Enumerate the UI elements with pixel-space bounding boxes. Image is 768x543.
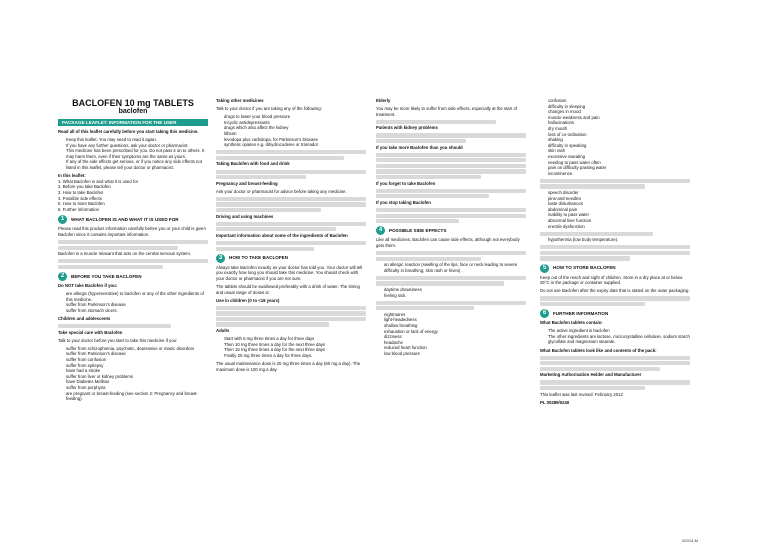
list-item: • nightmares <box>384 312 526 318</box>
bullet-list <box>376 262 526 273</box>
bullet-list <box>376 312 526 357</box>
text-line <box>376 281 504 285</box>
list-item: • suffer from Parkinson's disease <box>66 351 208 357</box>
list-item: • suffer from stomach ulcers. <box>66 308 208 314</box>
list-item: • synthetic opiates e.g. dihydrocodeine or tramadol. <box>224 142 366 148</box>
intro-lead: Read all of this leaflet carefully before you start taking this medicine. <box>58 129 199 134</box>
paragraph: Do not use Baclofen after the expiry date that is stated on the outer packaging. <box>540 288 690 294</box>
text-line <box>216 247 314 251</box>
list-item: • pins-and-needles <box>548 196 690 202</box>
text-line <box>376 120 496 124</box>
text-line <box>540 361 690 365</box>
list-item: • are pregnant or breast-feeding (see section 2: Pregnancy and breast-feeding). <box>66 391 208 402</box>
section-number-badge: 1 <box>58 215 67 224</box>
section-title: FURTHER INFORMATION <box>553 310 609 316</box>
list-item: • suffer from schizophrenia, psychotic, depressive or manic disorders <box>66 346 208 352</box>
list-item: • have Diabetes Mellitus <box>66 379 208 385</box>
list-item: • suffer from liver or kidney problems <box>66 374 208 380</box>
list-item: • inability to pass water <box>548 212 690 218</box>
bullet-list <box>540 237 690 243</box>
list-item: • shallow breathing <box>384 323 526 329</box>
list-item: • hallucinations <box>548 120 690 126</box>
list-item: • suffer from porphyria <box>66 385 208 391</box>
list-item: • daytime drowsiness <box>384 287 526 293</box>
toc-item: 3. How to take Baclofen <box>58 189 104 195</box>
subheading: Patients with kidney problems <box>376 125 438 131</box>
text-line <box>216 227 336 231</box>
list-item: • speech disorder <box>548 190 690 196</box>
leaflet-subtitle: baclofen <box>118 108 148 115</box>
list-item: • difficulty in speaking <box>548 143 690 149</box>
text-line <box>540 302 645 306</box>
bullet-list <box>376 287 526 298</box>
section-title: WHAT BACLOFEN IS AND WHAT IT IS USED FOR <box>71 217 179 223</box>
list-item: • levodopa plus carbidopa, for Parkinson's Disease <box>224 137 366 143</box>
text-line <box>540 367 660 371</box>
text-line <box>216 150 366 154</box>
text-line <box>58 265 163 269</box>
paragraph: Like all medicines, Baclofen can cause side effects, although not everybody gets them. <box>376 237 520 248</box>
text-line <box>540 232 653 236</box>
paragraph: Always take Baclofen exactly as your doctor has told you. Your doctor will tell you exactly how long you should take this medicine. You should check with your doctor or pharmacist if you are not sure. <box>216 264 363 281</box>
text-line <box>216 317 366 321</box>
leaflet-banner: PACKAGE LEAFLET: INFORMATION FOR THE USER <box>58 119 208 126</box>
section-2-heading <box>58 272 208 281</box>
paragraph: Please read this product information carefully before you or your child is given Baclofen since it contains important information. <box>58 226 206 237</box>
list-item: • drugs to lower your blood pressure <box>224 114 366 120</box>
intro-bullet: • If you have any further questions, ask your doctor or pharmacist. <box>66 143 208 149</box>
list-item: • difficulty in sleeping <box>548 104 690 110</box>
list-item: • Then 15 mg three times a day for the next three days <box>224 347 366 353</box>
list-item: • Then 10 mg three times a day for the next three days <box>224 342 366 348</box>
list-item: • dry mouth <box>548 126 690 132</box>
text-line <box>540 245 690 249</box>
list-item: • abnormal liver function <box>548 218 690 224</box>
subheading: Taking Baclofen with food and drink <box>216 161 290 167</box>
text-line <box>376 301 526 305</box>
text-line <box>58 259 208 263</box>
text-line <box>540 380 690 384</box>
list-item: • are allergic (hypersensitive) to baclofen or any of the other ingredients of this medicine. <box>66 291 208 302</box>
text-line <box>540 184 645 188</box>
text-line <box>540 296 690 300</box>
text-line <box>216 202 366 206</box>
list-item: • drugs which also affect the kidney <box>224 125 366 131</box>
leaflet-column-4 <box>540 98 690 538</box>
text-line <box>376 169 526 173</box>
section-number-badge: 2 <box>58 272 67 281</box>
text-line <box>216 306 366 310</box>
list-item: • skin rash <box>548 148 690 154</box>
list-item: • an allergic reaction (swelling of the lips, face or neck leading to severe difficulty in breathing; skin rash or hives). <box>384 262 526 273</box>
text-line <box>216 175 306 179</box>
list-item: • hypothermia (low body temperature). <box>548 237 690 243</box>
subheading: Taking other medicines <box>216 98 264 103</box>
paragraph: Talk to your doctor before you start to take this medicine if you: <box>58 337 178 343</box>
text-line <box>376 194 489 198</box>
bullet-list <box>58 291 208 313</box>
section-4-heading <box>376 226 526 235</box>
list-item: • light-headedness <box>384 317 526 323</box>
text-line <box>376 153 526 157</box>
leaflet-column-1 <box>58 98 208 538</box>
text-line <box>540 179 690 183</box>
text-line <box>376 189 526 193</box>
text-line <box>216 170 366 174</box>
revision-date: This leaflet was last revised: February 2012 <box>540 391 623 397</box>
list-item: • Start with 5 mg three times a day for three days <box>224 336 366 342</box>
subheading: Take special care with Baclofen <box>58 329 123 335</box>
text-line <box>376 257 481 261</box>
list-item: • Finally 20 mg three times a day for three days. <box>224 353 366 359</box>
text-line <box>376 214 526 218</box>
list-item: • abdominal pain <box>548 207 690 213</box>
section-number-badge: 4 <box>376 226 385 235</box>
list-item: • tricyclic antidepressants <box>224 120 366 126</box>
text-line <box>376 133 526 137</box>
text-line <box>540 251 690 255</box>
list-item: • dizziness <box>384 334 526 340</box>
list-item: • The other ingredients are lactose, microcrystalline cellulose, sodium starch glycollate and magnesium stearate. <box>548 334 690 345</box>
intro-bullet: • If any of the side effects get serious, or if you notice any side effects not listed in this leaflet, please tell your doctor or pharmacist. <box>66 159 208 170</box>
section-1-heading <box>58 215 208 224</box>
subheading: Important information about some of the ingredients of Baclofen <box>216 232 348 238</box>
section-title: BEFORE YOU TAKE BACLOFEN <box>71 273 142 279</box>
paragraph: Baclofen is a muscle relaxant that acts on the central nervous system. <box>58 251 192 257</box>
subheading: Marketing Authorisation Holder and Manufacturer <box>540 372 642 378</box>
table-of-contents <box>58 173 208 212</box>
toc-item: 5. How to store Baclofen <box>58 201 105 207</box>
list-item: • incontinence. <box>548 171 690 177</box>
bullet-list <box>540 190 690 229</box>
toc-item: 2. Before you take Baclofen <box>58 184 111 190</box>
bullet-list <box>540 98 690 176</box>
subheading: If you stop taking Baclofen <box>376 199 431 205</box>
text-line <box>58 324 171 328</box>
text-line <box>216 241 366 245</box>
subheading: Adults <box>216 328 230 334</box>
section-title: POSSIBLE SIDE EFFECTS <box>389 227 447 233</box>
section-5-heading <box>540 264 690 273</box>
list-item: • feeling sick. <box>384 293 526 299</box>
toc-item: 1. What Baclofen is and what it is used for <box>58 178 139 184</box>
leaflet-sheet <box>58 98 698 543</box>
list-item: • loss of co-ordination <box>548 132 690 138</box>
toc-heading: In this leaflet: <box>58 173 86 179</box>
text-line <box>58 246 178 250</box>
text-line <box>376 219 459 223</box>
text-line <box>376 164 526 168</box>
text-line <box>376 139 466 143</box>
bullet-list <box>216 114 366 148</box>
intro-bullets <box>58 137 208 171</box>
intro-bullet: • Keep this leaflet. You may need to read it again. <box>66 137 208 143</box>
list-item: • changes in mood <box>548 109 690 115</box>
subheading: What Baclofen tablets look like and contents of the pack: <box>540 347 657 353</box>
bullet-list <box>540 328 690 345</box>
list-item: • erectile dysfunction <box>548 224 690 230</box>
text-line <box>58 240 208 244</box>
section-6-heading <box>540 309 690 318</box>
list-item: • muscle weakness and pain <box>548 115 690 121</box>
text-line <box>540 386 645 390</box>
subheading: If you forget to take Baclofen <box>376 180 436 186</box>
leaflet-column-3 <box>376 98 526 538</box>
paragraph: The usual maintenance dose is 20 mg three times a day (60 mg a day). The maximum dose is 100 mg a day. <box>216 361 361 372</box>
list-item: • lithium <box>224 131 366 137</box>
subheading: Driving and using machines <box>216 213 274 219</box>
text-line <box>216 311 366 315</box>
list-item: • taste disturbances <box>548 201 690 207</box>
list-item: • suffer from confusion <box>66 357 208 363</box>
list-item: • low blood pressure <box>384 351 526 357</box>
toc-item: 6. Further information <box>58 206 100 212</box>
list-item: • shaking <box>548 137 690 143</box>
list-item: • headache <box>384 340 526 346</box>
text-line <box>376 208 526 212</box>
list-item: • needing to pass water often <box>548 160 690 166</box>
section-title: HOW TO STORE BACLOFEN <box>553 265 616 271</box>
list-item: • exhaustion or lack of energy <box>384 329 526 335</box>
section-title: HOW TO TAKE BACLOFEN <box>229 255 289 261</box>
list-item: • suffer from epilepsy <box>66 363 208 369</box>
bullet-list <box>58 346 208 402</box>
text-line <box>216 208 321 212</box>
subheading: If you take more Baclofen than you should <box>376 144 463 150</box>
paragraph: Ask your doctor or pharmacist for advice before taking any medicine. <box>216 188 347 194</box>
toc-item: 4. Possible side effects <box>58 195 102 201</box>
paragraph: The tablets should be swallowed preferably with a drink of water. The timing and usual range of doses is: <box>216 283 360 295</box>
bullet-list <box>216 336 366 358</box>
text-line <box>216 197 366 201</box>
list-item: • The active ingredient is baclofen <box>548 328 690 334</box>
subheading: What Baclofen tablets contain: <box>540 320 603 326</box>
text-line <box>376 276 526 280</box>
subheading: Pregnancy and breast-feeding <box>216 180 278 186</box>
subheading: Use in children (0 to <18 years) <box>216 297 280 303</box>
list-item: • suffer from Parkinson's disease <box>66 302 208 308</box>
text-line <box>376 175 481 179</box>
product-licence-number: PL 00289/0240 <box>540 399 570 405</box>
paragraph: Keep out of the reach and sight of children. Store in a dry place at or below 25°C in the package or container supplied. <box>540 274 683 286</box>
intro-bullet: • This medicine has been prescribed for you. Do not pass it on to others. It may harm them, even if their symptoms are the same as yours. <box>66 148 208 159</box>
list-item: • excessive sweating <box>548 154 690 160</box>
list-item: • reduced heart function <box>384 345 526 351</box>
subheading: Elderly <box>376 98 391 103</box>
subheading: Do NOT take Baclofen if you: <box>58 283 118 289</box>
text-line <box>376 158 526 162</box>
section-number-badge: 5 <box>540 264 549 273</box>
list-item: • have had a stroke <box>66 368 208 374</box>
leaflet-title: BACLOFEN 10 mg TABLETS <box>72 98 194 108</box>
text-line <box>216 322 329 326</box>
subheading: Children and adolescents <box>58 315 111 321</box>
list-item: • pain on difficulty passing water <box>548 165 690 171</box>
text-line <box>540 356 690 360</box>
text-line <box>376 306 474 310</box>
section-number-badge: 3 <box>216 254 225 263</box>
paragraph: You may be more likely to suffer from side effects, especially at the start of treatment. <box>376 106 518 117</box>
text-line <box>216 222 366 226</box>
section-number-badge: 6 <box>540 309 549 318</box>
text-line <box>216 156 344 160</box>
leaflet-column-2 <box>216 98 366 538</box>
list-item: • confusion <box>548 98 690 104</box>
leaflet-code: 62014-M <box>682 538 698 543</box>
text-line <box>540 256 630 260</box>
section-3-heading <box>216 254 366 263</box>
paragraph: Talk to your doctor if you are taking any of the following: <box>216 106 322 112</box>
text-line <box>376 251 526 255</box>
